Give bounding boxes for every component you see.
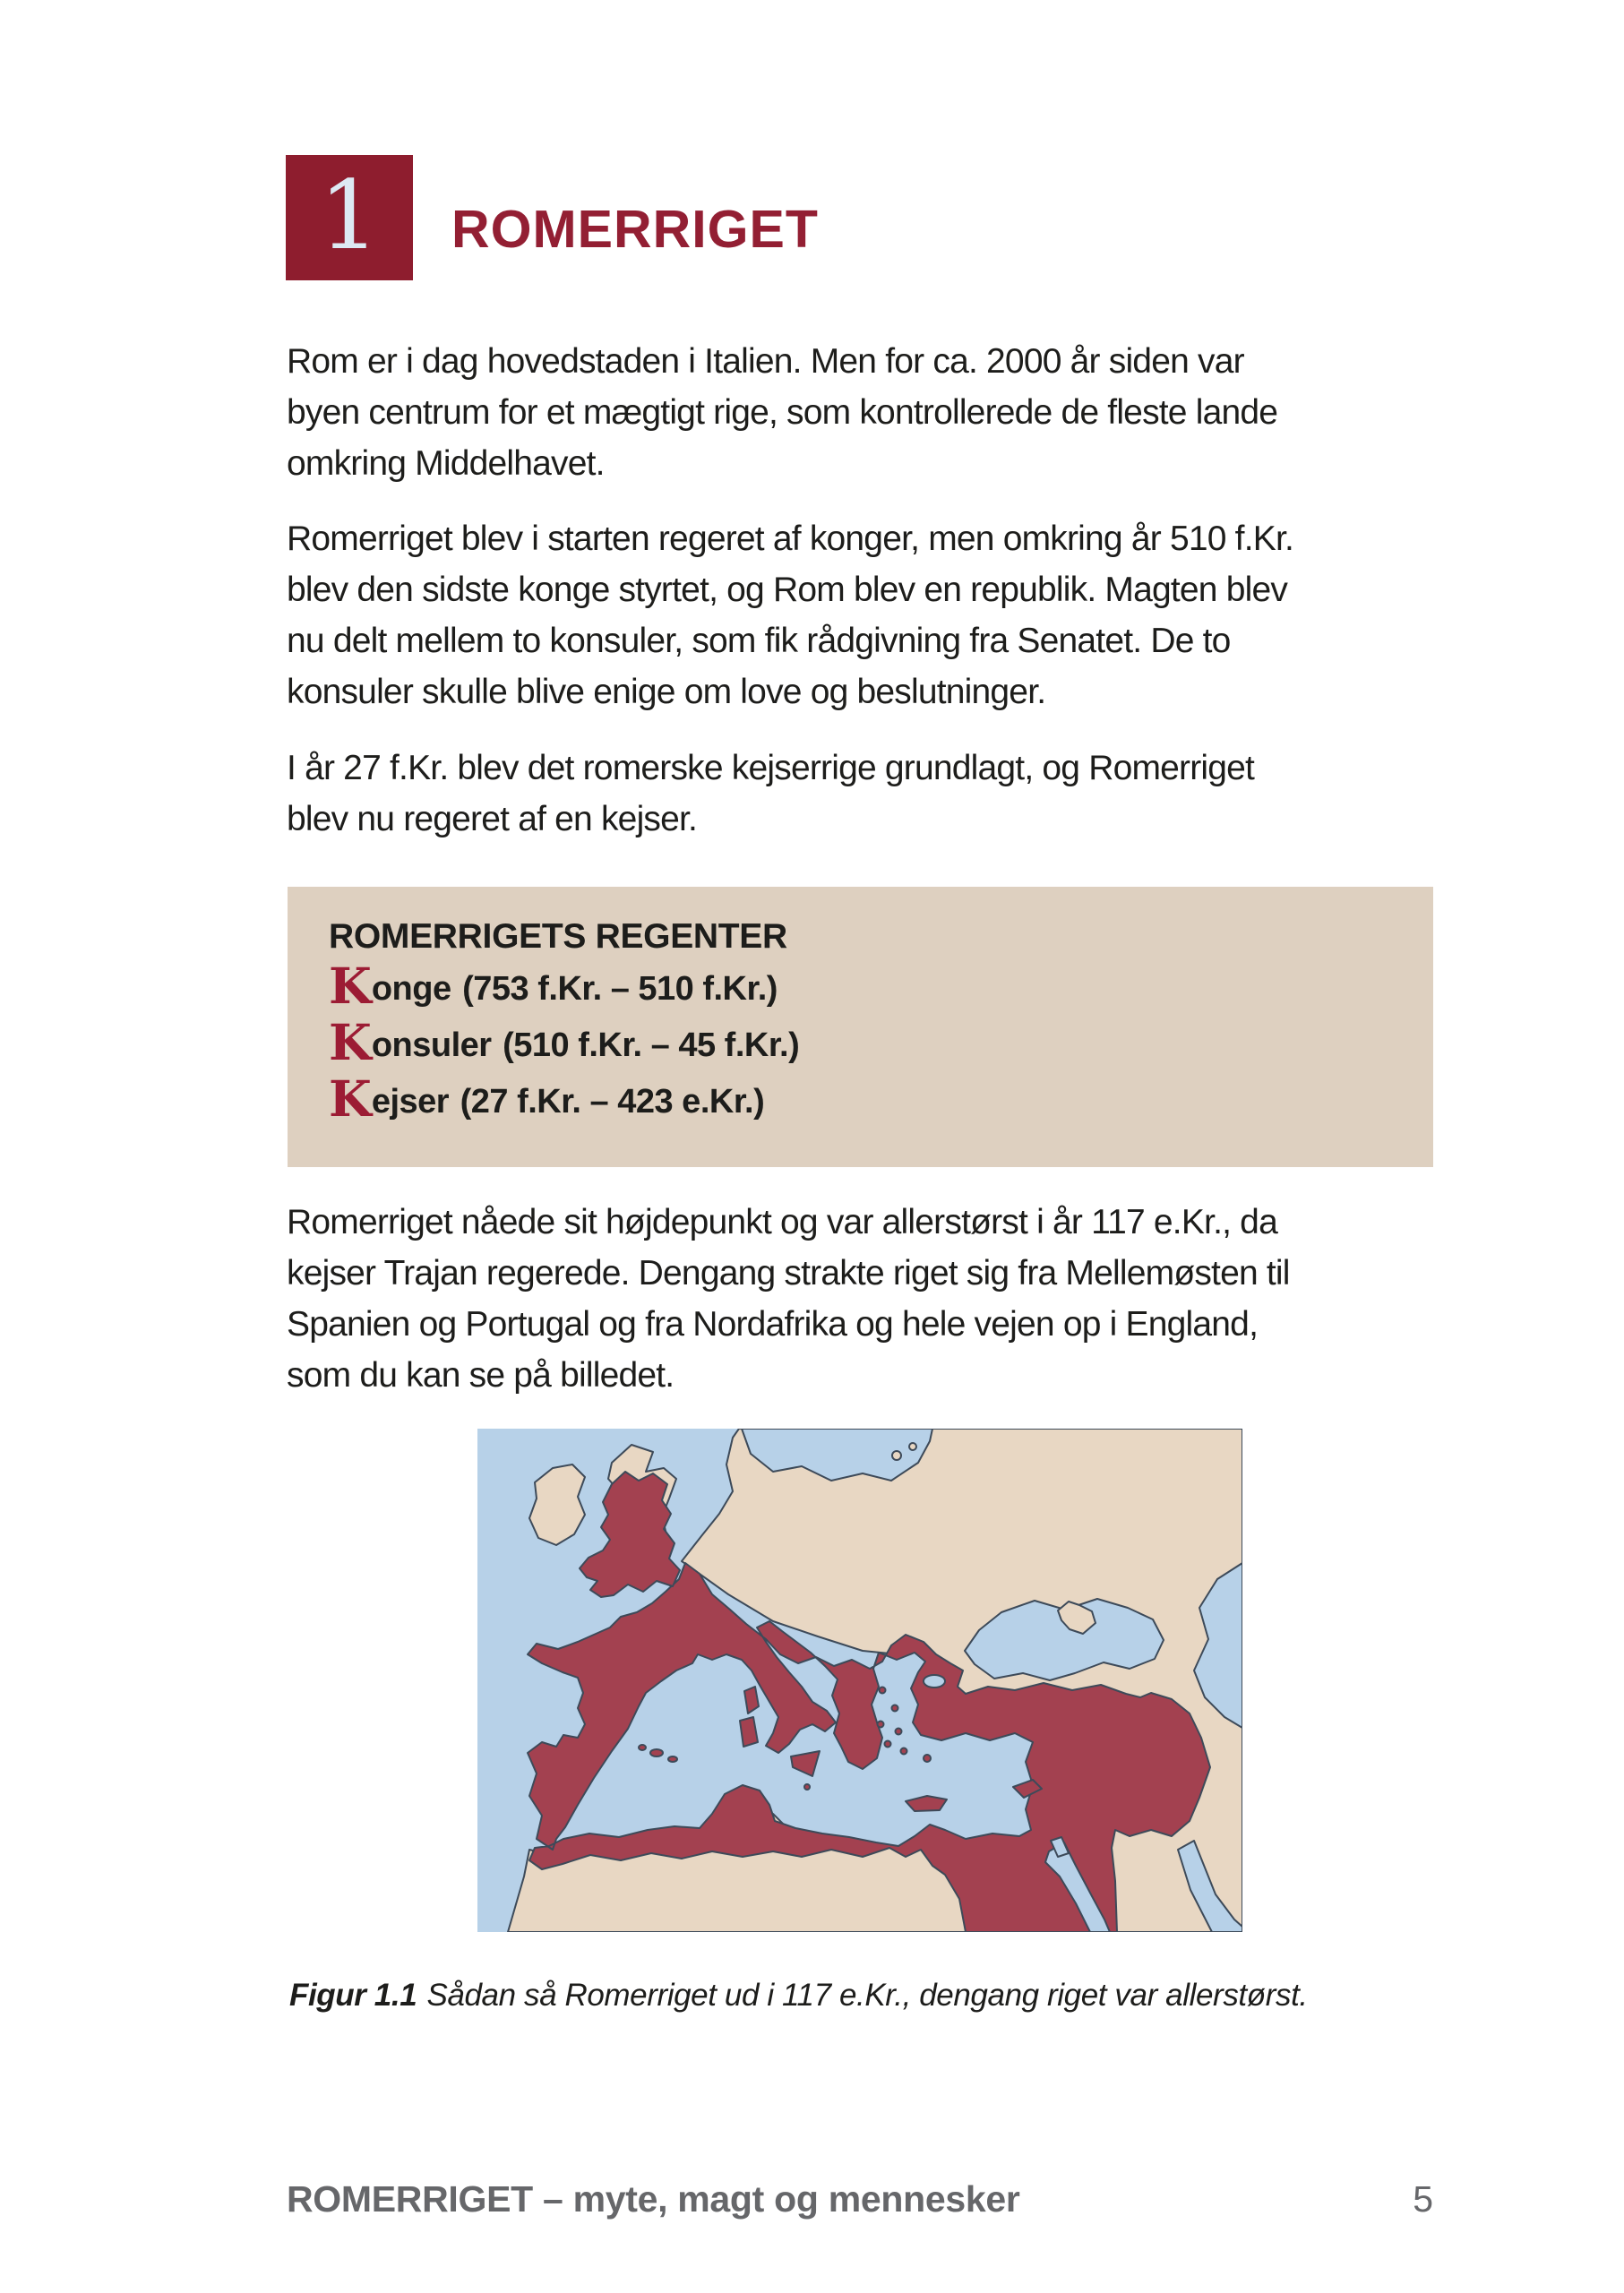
regent-item-kejser xyxy=(329,1070,1433,1127)
map-island-aegean xyxy=(896,1729,902,1735)
paragraph-3 xyxy=(287,743,1442,845)
map-sea-marmara xyxy=(924,1675,945,1688)
roman-empire-map-svg xyxy=(477,1429,1242,1932)
footer-book-title: ROMERRIGET – myte, magt og mennesker xyxy=(287,2178,1020,2220)
paragraph-1 xyxy=(287,336,1442,489)
paragraph-2 xyxy=(287,513,1442,717)
paragraph-line: kejser Trajan regerede. Dengang strakte riget sig fra Mellemøsten til xyxy=(287,1254,1290,1292)
regent-period: (753 f.Kr. – 510 f.Kr.) xyxy=(462,970,778,1008)
map-island-balearic xyxy=(639,1745,646,1750)
figure-caption-text: Sådan så Romerriget ud i 117 e.Kr., dengang riget var allerstørst. xyxy=(426,1978,1308,2013)
paragraph-line: blev nu regeret af en kejser. xyxy=(287,800,698,838)
regent-dropcap: K xyxy=(329,1013,372,1071)
paragraph-line: konsuler skulle blive enige om love og beslutninger. xyxy=(287,673,1046,711)
paragraph-line: som du kan se på billedet. xyxy=(287,1356,675,1395)
paragraph-4 xyxy=(287,1197,1442,1401)
page-number: 5 xyxy=(1413,2178,1433,2220)
chapter-header xyxy=(286,155,819,280)
paragraph-line: blev den sidste konge styrtet, og Rom blev en republik. Magten blev xyxy=(287,571,1288,609)
regent-dropcap: K xyxy=(329,957,372,1015)
page-footer xyxy=(287,2178,1433,2220)
paragraph-line: nu delt mellem to konsuler, som fik rådgivning fra Senatet. De to xyxy=(287,622,1231,660)
paragraph-line: I år 27 f.Kr. blev det romerske kejserrige grundlagt, og Romerriget xyxy=(287,749,1255,787)
regent-period: (27 f.Kr. – 423 e.Kr.) xyxy=(460,1083,765,1121)
paragraph-line: Spanien og Portugal og fra Nordafrika og hele vejen op i England, xyxy=(287,1305,1259,1344)
map-island-aegean xyxy=(892,1705,898,1712)
regent-name: onsuler xyxy=(371,1026,492,1064)
map-island-malta xyxy=(804,1784,810,1790)
figure-label: Figur 1.1 xyxy=(289,1978,417,2013)
map-island-aegean xyxy=(878,1722,884,1728)
paragraph-line: Romerriget nåede sit højdepunkt og var allerstørst i år 117 e.Kr., da xyxy=(287,1203,1277,1241)
regent-dropcap: K xyxy=(329,1069,372,1128)
regents-box-title: ROMERRIGETS REGENTER xyxy=(329,917,787,956)
regent-name: ejser xyxy=(371,1083,450,1121)
map-island-aegean xyxy=(901,1748,907,1755)
map-island-aegean xyxy=(880,1688,886,1694)
paragraph-line: omkring Middelhavet. xyxy=(287,444,605,483)
paragraph-line: Rom er i dag hovedstaden i Italien. Men for ca. 2000 år siden var xyxy=(287,342,1244,381)
map-island-balearic xyxy=(650,1749,663,1756)
map-island-balearic xyxy=(668,1756,677,1762)
chapter-number: 1 xyxy=(319,160,380,271)
regent-item-konge xyxy=(329,958,1433,1014)
roman-empire-map xyxy=(477,1429,1242,1932)
chapter-number-badge xyxy=(286,155,413,280)
regent-name: onge xyxy=(371,970,451,1008)
map-island-baltic xyxy=(892,1451,901,1460)
map-island-aegean xyxy=(885,1741,891,1748)
regent-item-konsuler xyxy=(329,1014,1433,1070)
figure-caption xyxy=(289,1973,1445,2018)
paragraph-line: byen centrum for et mægtigt rige, som kontrollerede de fleste lande xyxy=(287,393,1278,432)
paragraph-line: Romerriget blev i starten regeret af konger, men omkring år 510 f.Kr. xyxy=(287,520,1294,558)
chapter-title: ROMERRIGET xyxy=(451,200,819,259)
regents-fact-box xyxy=(288,887,1433,1167)
map-coastlines xyxy=(508,1429,1242,1932)
map-island-rhodes xyxy=(924,1755,931,1762)
map-island-baltic xyxy=(909,1443,916,1450)
regent-period: (510 f.Kr. – 45 f.Kr.) xyxy=(503,1026,800,1064)
